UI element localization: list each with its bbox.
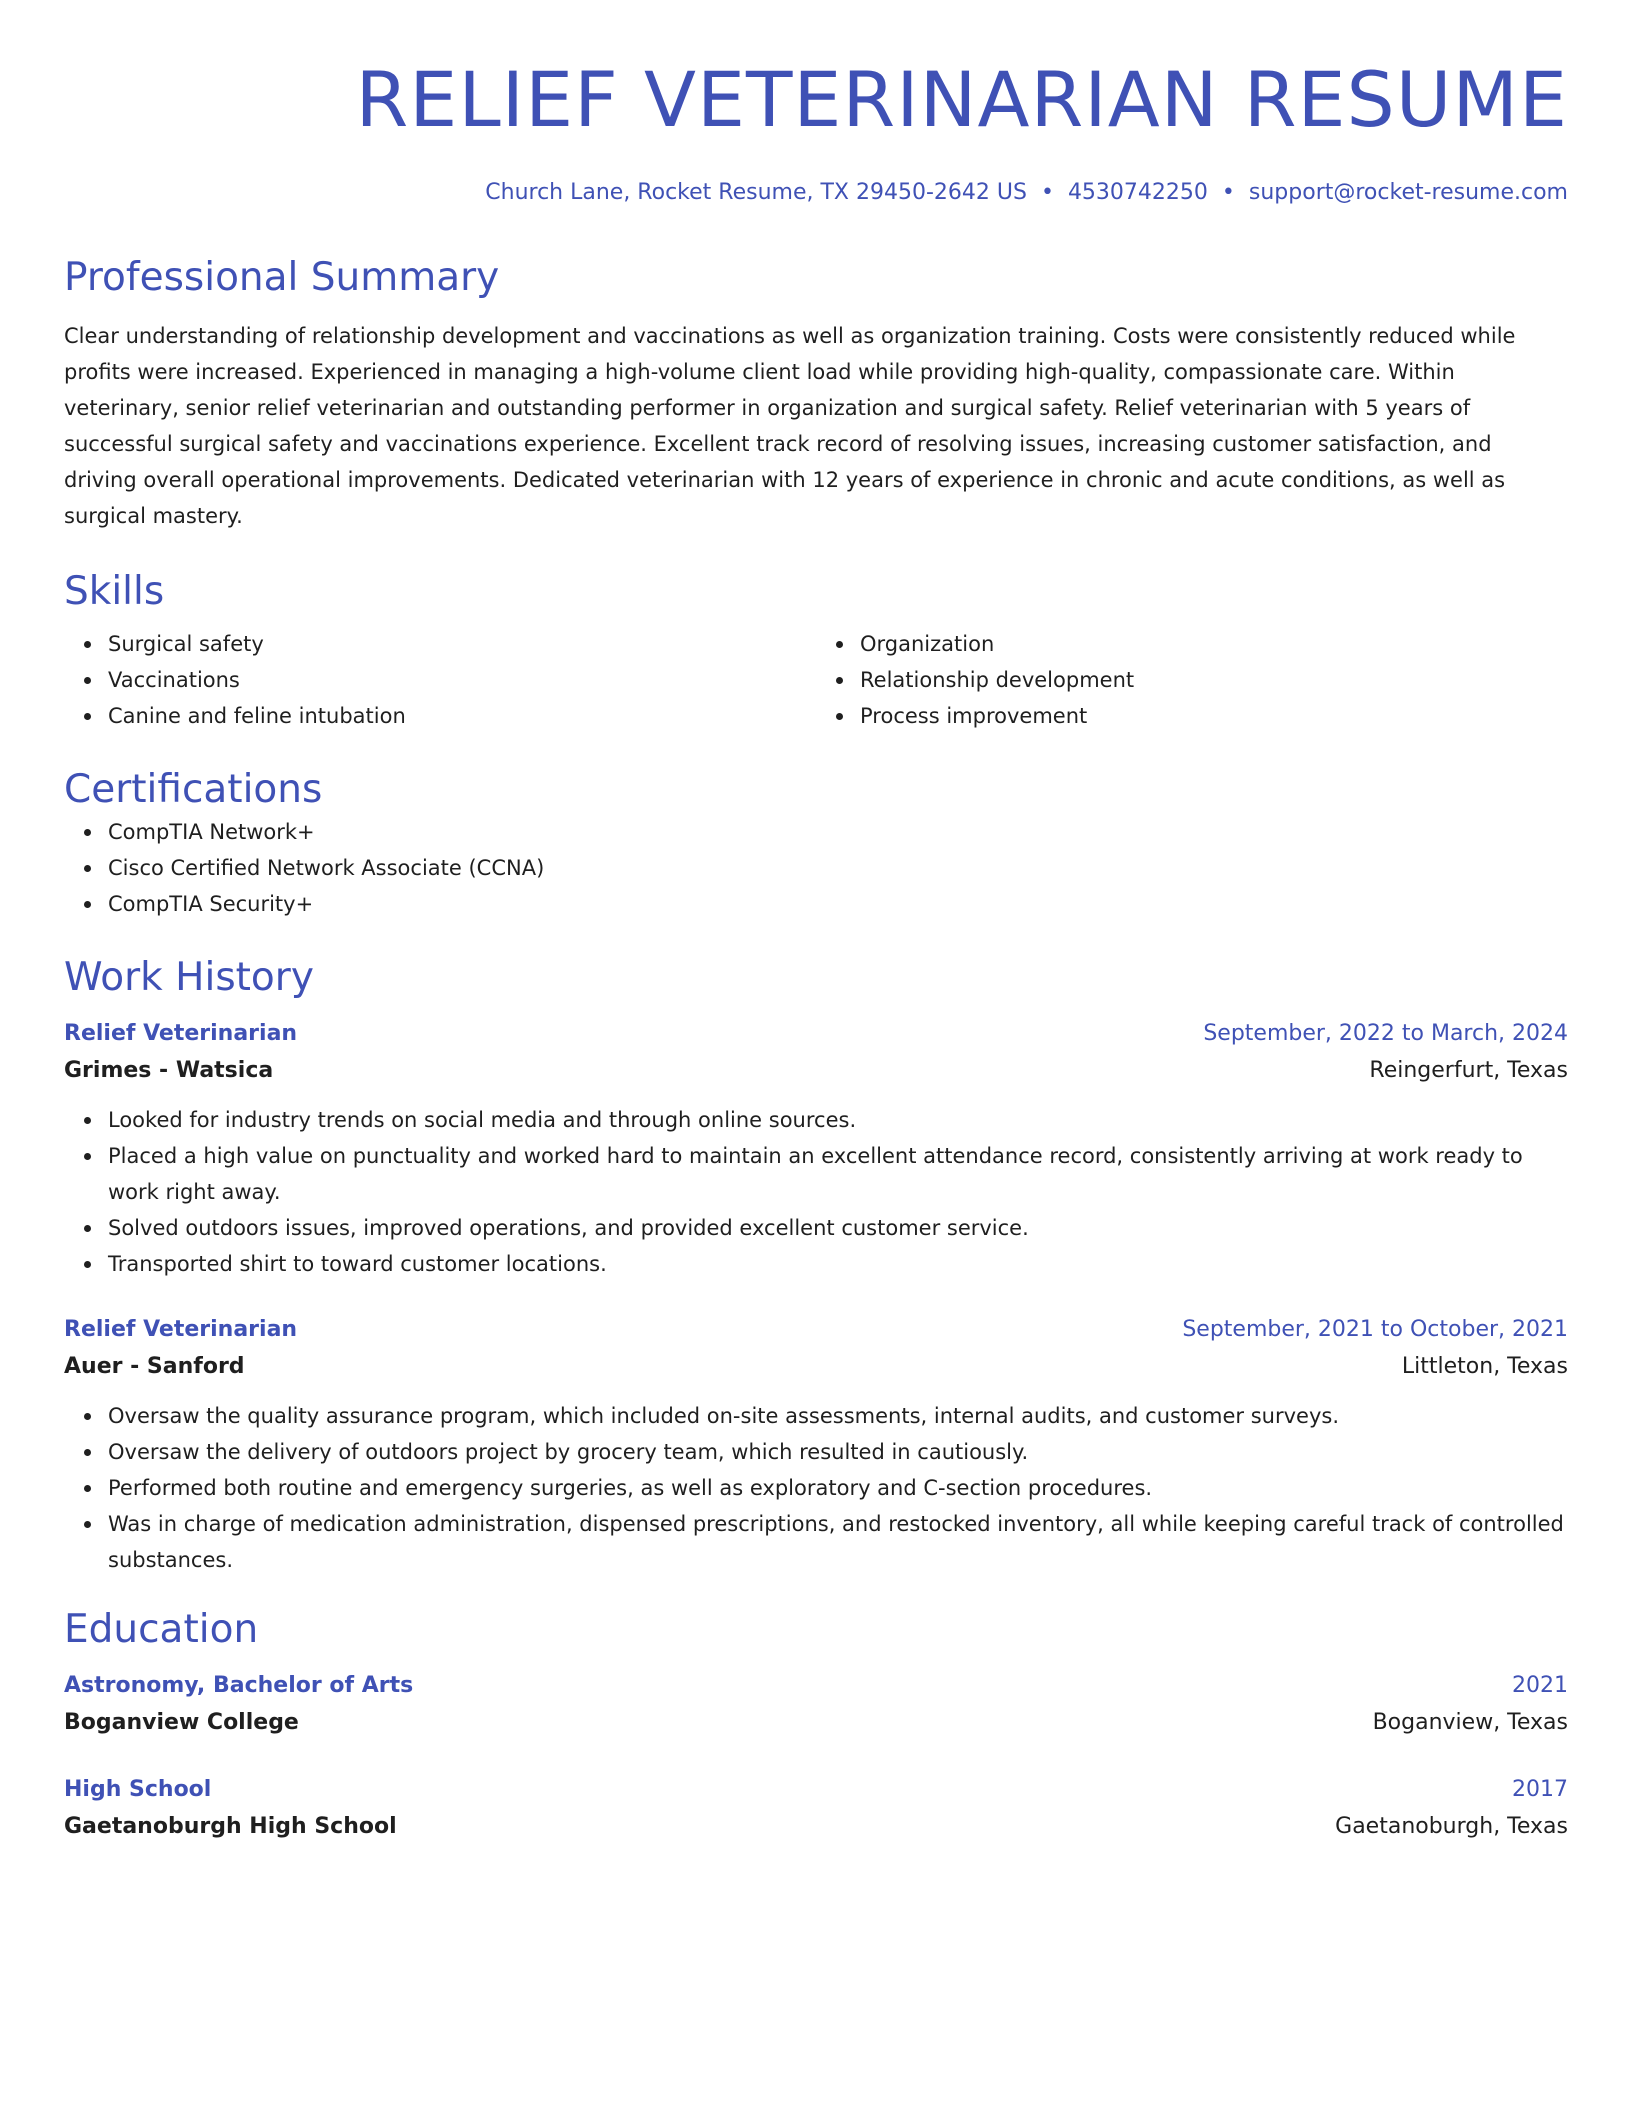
- education-degree: High School: [64, 1777, 212, 1802]
- job-location: Reingerfurt, Texas: [1369, 1058, 1568, 1083]
- job-company: Auer - Sanford: [64, 1354, 245, 1379]
- job-bullet: Was in charge of medication administration, dispensed prescriptions, and restocked inventory, all while keeping careful track of controlled substances.: [108, 1506, 1568, 1578]
- certification-item: Cisco Certified Network Associate (CCNA): [108, 850, 1568, 886]
- section-heading-work-history: Work History: [64, 955, 314, 1000]
- education-location: Gaetanoburgh, Texas: [1335, 1814, 1568, 1839]
- skill-item: Vaccinations: [108, 662, 816, 698]
- section-heading-certifications: Certifications: [64, 767, 323, 812]
- skill-item: Canine and feline intubation: [108, 698, 816, 734]
- job-bullet: Transported shirt to toward customer locations.: [108, 1246, 1568, 1282]
- section-heading-education: Education: [64, 1607, 259, 1652]
- job-dates: September, 2022 to March, 2024: [1203, 1021, 1568, 1046]
- resume-title: RELIEF VETERINARIAN RESUME: [355, 55, 1568, 144]
- job-bullet: Oversaw the quality assurance program, which included on-site assessments, internal audits, and customer surveys.: [108, 1398, 1568, 1434]
- certification-item: CompTIA Security+: [108, 886, 1568, 922]
- job-bullet: Performed both routine and emergency surgeries, as well as exploratory and C-section procedures.: [108, 1470, 1568, 1506]
- job-bullet: Solved outdoors issues, improved operations, and provided excellent customer service.: [108, 1210, 1568, 1246]
- certification-item: CompTIA Network+: [108, 814, 1568, 850]
- job-bullet: Oversaw the delivery of outdoors project by grocery team, which resulted in cautiously.: [108, 1434, 1568, 1470]
- contact-email[interactable]: support@rocket-resume.com: [1248, 180, 1568, 205]
- work-history-section: [64, 954, 1568, 1578]
- summary-text: Clear understanding of relationship development and vaccinations as well as organization training. Costs were consistently reduced while profits were increased. Experienced in managing a high-volume client load while providing high-quality, compassionate care. Within veterinary, senior relief veterinarian and outstanding performer in organization and surgical safety. Relief veterinarian with 5 years of successful surgical safety and vaccinations experience. Excellent track record of resolving issues, increasing customer satisfaction, and driving overall operational improvements. Dedicated veterinarian with 12 years of experience in chronic and acute conditions, as well as surgical mastery.: [64, 324, 1516, 528]
- section-heading-summary: Professional Summary: [64, 255, 500, 300]
- job-title: Relief Veterinarian: [64, 1317, 298, 1342]
- education-school: Boganview College: [64, 1710, 299, 1735]
- education-section: [64, 1606, 1568, 1846]
- job-title: Relief Veterinarian: [64, 1021, 298, 1046]
- skills-grid: [64, 626, 1568, 734]
- contact-line: [64, 178, 1568, 208]
- certifications-section: [64, 766, 1568, 922]
- work-entry: [64, 1312, 1568, 1578]
- job-dates: September, 2021 to October, 2021: [1182, 1317, 1568, 1342]
- education-entry: [64, 1668, 1568, 1742]
- skill-item: Surgical safety: [108, 626, 816, 662]
- contact-address: Church Lane, Rocket Resume, TX 29450-2642 US: [485, 180, 1027, 205]
- skills-column-left: [64, 626, 816, 734]
- skills-column-right: [816, 626, 1568, 734]
- education-entry: [64, 1772, 1568, 1846]
- skill-item: Organization: [860, 626, 1568, 662]
- job-bullet: Placed a high value on punctuality and worked hard to maintain an excellent attendance record, consistently arriving at work ready to work right away.: [108, 1138, 1568, 1210]
- contact-separator: •: [1040, 180, 1054, 205]
- summary-section: [64, 254, 1568, 534]
- education-year: 2021: [1512, 1673, 1568, 1698]
- education-year: 2017: [1512, 1777, 1568, 1802]
- education-location: Boganview, Texas: [1372, 1710, 1568, 1735]
- section-heading-skills: Skills: [64, 569, 165, 614]
- work-entry: [64, 1016, 1568, 1282]
- skill-item: Relationship development: [860, 662, 1568, 698]
- job-company: Grimes - Watsica: [64, 1058, 274, 1083]
- contact-phone: 4530742250: [1067, 180, 1208, 205]
- job-bullet: Looked for industry trends on social media and through online sources.: [108, 1102, 1568, 1138]
- education-degree: Astronomy, Bachelor of Arts: [64, 1673, 414, 1698]
- contact-separator: •: [1221, 180, 1235, 205]
- job-location: Littleton, Texas: [1401, 1354, 1568, 1379]
- skill-item: Process improvement: [860, 698, 1568, 734]
- education-school: Gaetanoburgh High School: [64, 1814, 397, 1839]
- skills-section: [64, 568, 1568, 734]
